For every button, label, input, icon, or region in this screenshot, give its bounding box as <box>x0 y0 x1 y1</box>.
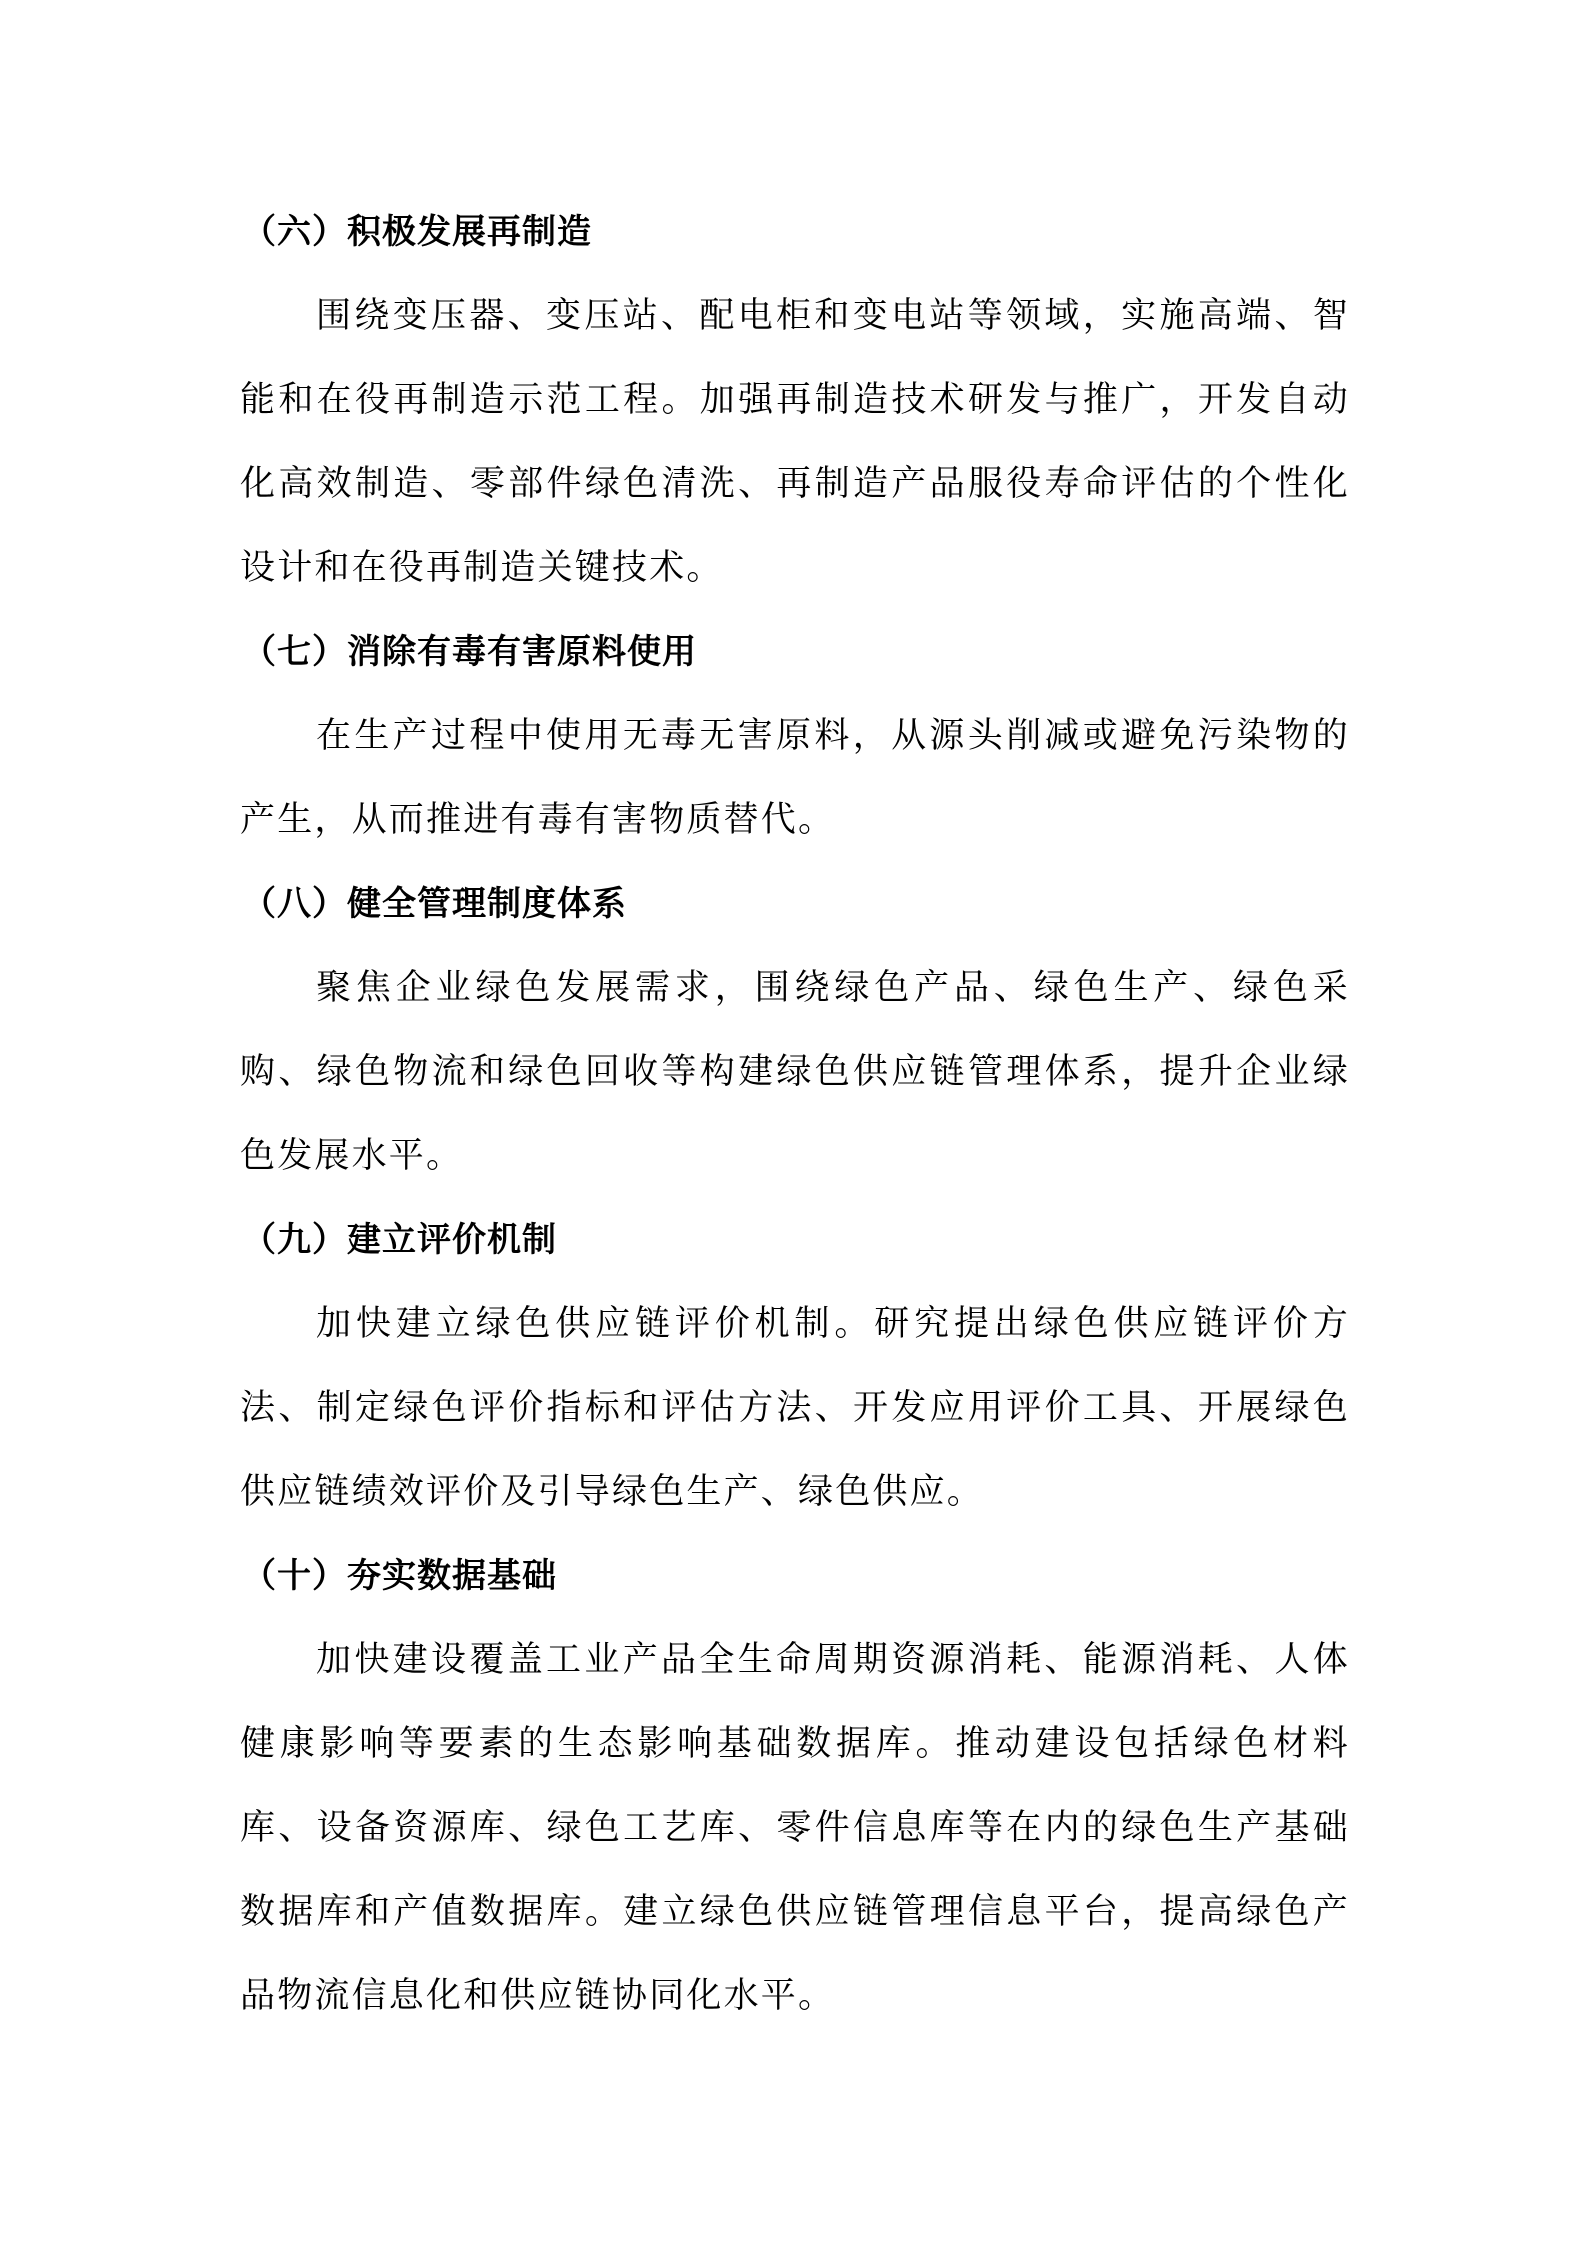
section-body: 加快建设覆盖工业产品全生命周期资源消耗、能源消耗、人体健康影响等要素的生态影响基础数据库。推动建设包括绿色材料库、设备资源库、绿色工艺库、零件信息库等在内的绿色生产基础数据库和产值数据库。建立绿色供应链管理信息平台，提高绿色产品物流信息化和供应链协同化水平。 <box>240 1640 1350 2016</box>
section-heading: （八）健全管理制度体系 <box>242 884 627 924</box>
section-body: 在生产过程中使用无毒无害原料，从源头削减或避免污染物的产生，从而推进有毒有害物质替代。 <box>240 716 1350 840</box>
section-body: 加快建立绿色供应链评价机制。研究提出绿色供应链评价方法、制定绿色评价指标和评估方法、开发应用评价工具、开展绿色供应链绩效评价及引导绿色生产、绿色供应。 <box>240 1304 1350 1512</box>
section-heading: （七）消除有毒有害原料使用 <box>242 632 697 672</box>
section-data-foundation <box>240 1534 1350 2038</box>
section-management-system <box>240 862 1350 1198</box>
section-body: 聚焦企业绿色发展需求，围绕绿色产品、绿色生产、绿色采购、绿色物流和绿色回收等构建绿色供应链管理体系，提升企业绿色发展水平。 <box>240 968 1350 1176</box>
section-body: 围绕变压器、变压站、配电柜和变电站等领域，实施高端、智能和在役再制造示范工程。加强再制造技术研发与推广，开发自动化高效制造、零部件绿色清洗、再制造产品服役寿命评估的个性化设计和在役再制造关键技术。 <box>240 296 1350 588</box>
section-evaluation-mechanism <box>240 1198 1350 1534</box>
section-heading: （九）建立评价机制 <box>242 1220 557 1260</box>
section-heading: （六）积极发展再制造 <box>242 212 592 252</box>
section-remanufacturing <box>240 190 1350 610</box>
document-page <box>240 190 1350 2038</box>
section-heading: （十）夯实数据基础 <box>242 1556 557 1596</box>
section-toxic-materials <box>240 610 1350 862</box>
